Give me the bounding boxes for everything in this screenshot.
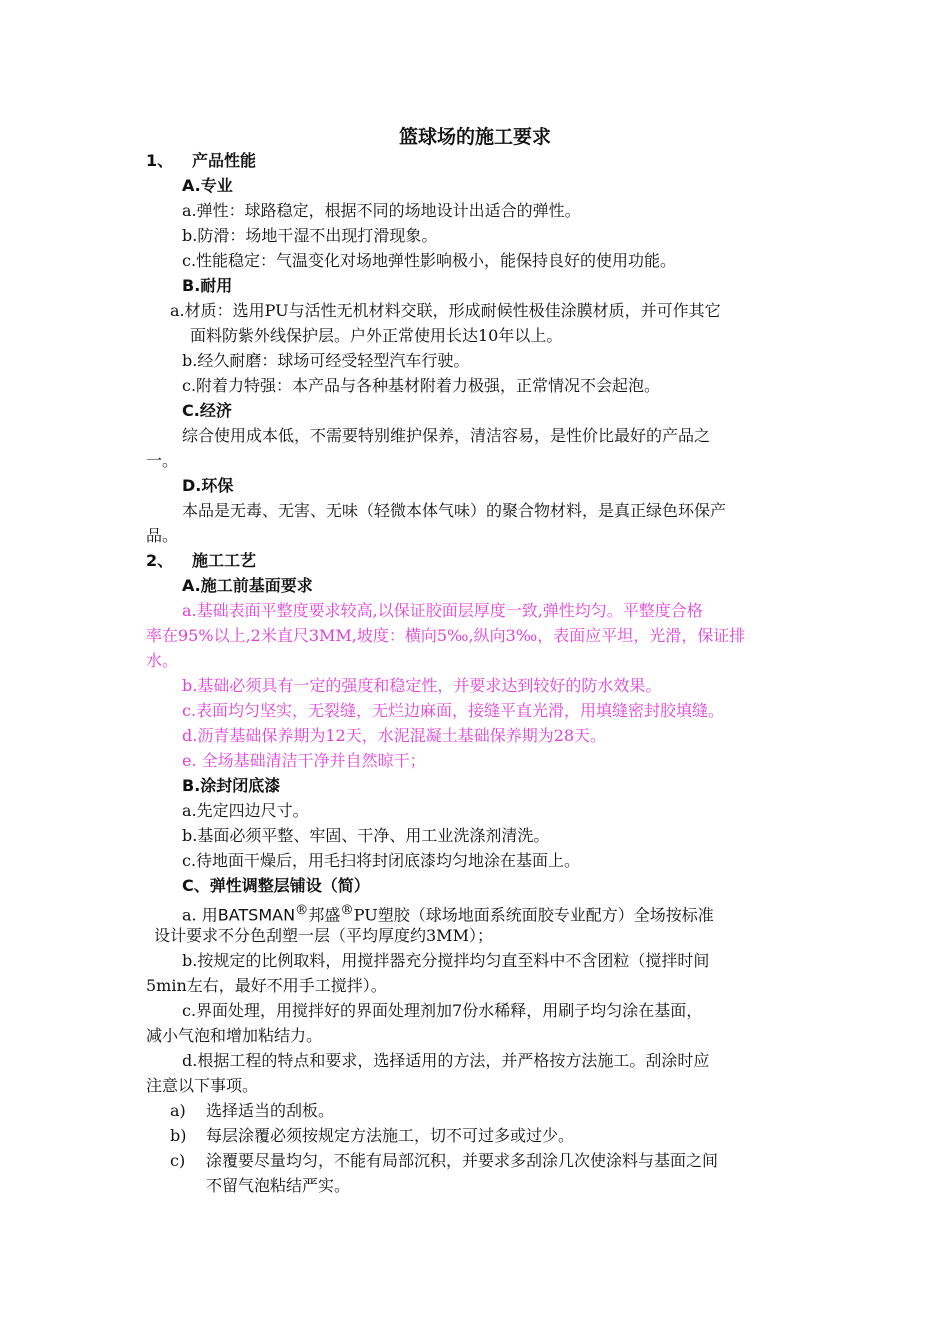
section-2-c-item-d-line1: d.根据工程的特点和要求，选择适用的方法，并严格按方法施工。刮涂时应 [182,1051,710,1070]
document-title: 篮球场的施工要求 [398,126,551,148]
section-2-a-item-e: e. 全场基础清洁干净并自然晾干； [182,751,426,770]
section-2-b-item-a: a.先定四边尺寸。 [182,801,309,820]
section-1-d-heading: D.环保 [182,476,234,495]
brand-name: BATSMAN [217,905,296,925]
section-2-c-item-a-line2: 设计要求不分色刮塑一层（平均厚度约3MM）； [154,926,493,945]
registered-mark: ® [340,903,354,918]
section-2-c-item-b-line1: b.按规定的比例取料，用搅拌器充分搅拌均匀直至料中不含团粒（搅拌时间 [182,951,710,970]
registered-mark: ® [295,903,309,918]
section-1-c-line2: 一。 [146,451,179,470]
section-1-a-item-c: c.性能稳定：气温变化对场地弹性影响极小，能保持良好的使用功能。 [182,251,677,270]
list-item-marker: c) [170,1151,186,1170]
section-2-b-heading: B.涂封闭底漆 [182,776,281,795]
section-2-a-item-b: b.基础必须具有一定的强度和稳定性，并要求达到较好的防水效果。 [182,676,662,695]
section-2-b-item-b: b.基面必须平整、牢固、干净、用工业洗涤剂清洗。 [182,826,550,845]
section-1-d-line1: 本品是无毒、无害、无味（轻微本体气味）的聚合物材料，是真正绿色环保产 [182,501,727,520]
section-1-b-item-a-line1: a.材质：选用PU与活性无机材料交联，形成耐候性极佳涂膜材质，并可作其它 [170,301,721,320]
section-1-b-heading: B.耐用 [182,276,233,295]
section-1-b-item-b: b.经久耐磨：球场可经受轻型汽车行驶。 [182,351,470,370]
section-2-number: 2、 [146,551,174,570]
section-2-heading: 施工工艺 [192,551,257,570]
section-1-d-line2: 品。 [146,526,179,545]
section-1-heading: 产品性能 [192,151,257,170]
section-2-a-item-a-line3: 水。 [146,651,179,670]
section-1-a-heading: A.专业 [182,176,233,195]
section-2-c-item-d-line2: 注意以下事项。 [146,1076,259,1095]
section-1-c-heading: C.经济 [182,401,232,420]
list-item: 涂覆要尽量均匀，不能有局部沉积，并要求多刮涂几次使涂料与基面之间 [206,1151,719,1170]
section-2-c-item-c-line2: 减小气泡和增加粘结力。 [146,1026,323,1045]
list-item: 选择适当的刮板。 [206,1101,335,1120]
section-1-c-line1: 综合使用成本低，不需要特别维护保养，清洁容易，是性价比最好的产品之 [182,426,711,445]
section-2-c-heading: C、弹性调整层铺设（简） [182,876,370,895]
section-1-number: 1、 [146,151,174,170]
section-2-b-item-c: c.待地面干燥后，用毛扫将封闭底漆均匀地涂在基面上。 [182,851,581,870]
list-item: 每层涂覆必须按规定方法施工，切不可过多或过少。 [206,1126,575,1145]
section-1-a-item-a: a.弹性：球路稳定，根据不同的场地设计出适合的弹性。 [182,201,581,220]
brand-name-cn: 邦盛 [308,905,341,925]
section-2-c-item-c-line1: c.界面处理，用搅拌好的界面处理剂加7份水稀释，用刷子均匀涂在基面， [182,1001,703,1020]
item-a-rest: PU塑胶（球场地面系统面胶专业配方）全场按标准 [353,905,714,925]
section-1-a-item-b: b.防滑：场地干湿不出现打滑现象。 [182,226,438,245]
list-item-marker: a) [170,1101,186,1120]
section-1-b-item-a-line2: 面料防紫外线保护层。户外正常使用长达10年以上。 [190,326,563,345]
section-2-a-item-a-line1: a.基础表面平整度要求较高,以保证胶面层厚度一致,弹性均匀。平整度合格 [182,601,703,620]
section-2-c-item-b-line2: 5min左右，最好不用手工搅拌）。 [146,976,387,995]
section-2-a-item-a-line2: 率在95%以上,2米直尺3MM,坡度：横向5‰,纵向3‰，表面应平坦，光滑，保证排 [146,626,746,645]
section-2-a-heading: A.施工前基面要求 [182,576,313,595]
section-2-a-item-d: d.沥青基础保养期为12天，水泥混凝土基础保养期为28天。 [182,726,607,745]
section-2-a-item-c: c.表面均匀坚实，无裂缝，无烂边麻面，接缝平直光滑，用填缝密封胶填缝。 [182,701,725,720]
list-item-continuation: 不留气泡粘结严实。 [206,1176,351,1195]
list-item-marker: b) [170,1126,187,1145]
item-a-prefix: a. 用 [182,905,218,925]
section-1-b-item-c: c.附着力特强：本产品与各种基材附着力极强，正常情况不会起泡。 [182,376,661,395]
